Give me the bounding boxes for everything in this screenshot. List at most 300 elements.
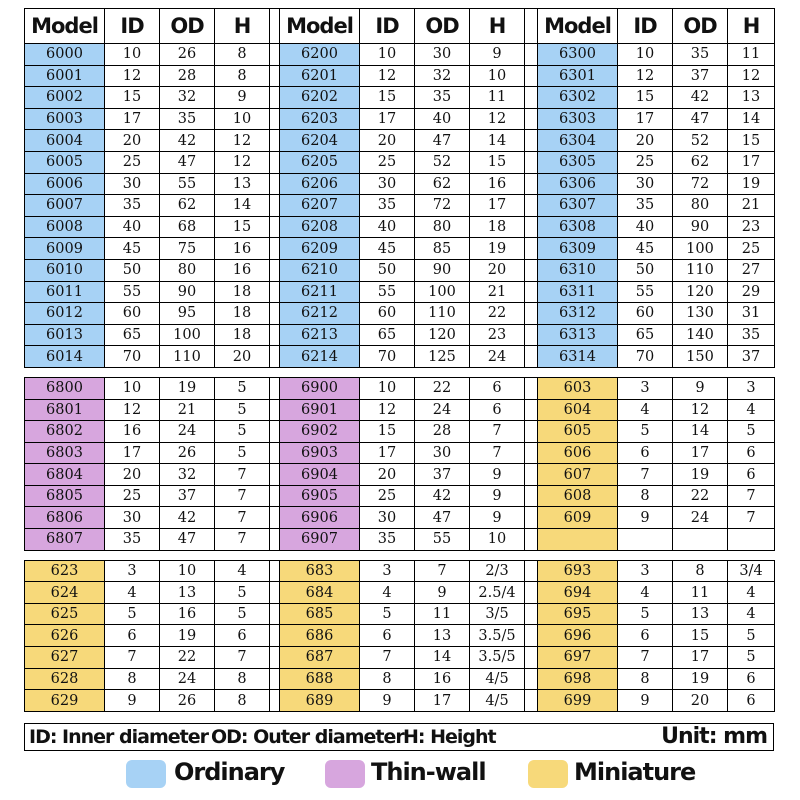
id-cell: 65 [618, 324, 673, 346]
od-cell: 14 [673, 421, 728, 443]
model-cell: 6203 [280, 108, 360, 130]
id-cell: 9 [105, 690, 160, 712]
model-cell: 6310 [538, 259, 618, 281]
od-cell: 30 [415, 442, 470, 464]
table-row [25, 582, 775, 604]
id-cell: 10 [360, 377, 415, 399]
id-cell: 4 [618, 582, 673, 604]
id-cell: 9 [618, 690, 673, 712]
od-cell: 47 [415, 507, 470, 529]
id-cell: 65 [360, 324, 415, 346]
separator-cell [25, 550, 775, 560]
od-cell: 26 [160, 690, 215, 712]
id-cell: 60 [360, 303, 415, 325]
h-cell: 20 [215, 346, 270, 368]
h-cell: 6 [470, 377, 525, 399]
id-cell: 70 [105, 346, 160, 368]
model-cell: 606 [538, 442, 618, 464]
column-gap [270, 44, 280, 66]
h-cell: 7 [215, 507, 270, 529]
h-cell: 4 [728, 399, 775, 421]
od-cell: 16 [160, 603, 215, 625]
h-cell [728, 529, 775, 551]
model-cell: 607 [538, 464, 618, 486]
od-cell: 14 [415, 647, 470, 669]
od-cell: 110 [415, 303, 470, 325]
od-cell: 100 [160, 324, 215, 346]
od-cell: 24 [673, 507, 728, 529]
model-cell: 608 [538, 485, 618, 507]
id-cell: 70 [618, 346, 673, 368]
h-cell: 23 [470, 324, 525, 346]
od-cell: 90 [415, 259, 470, 281]
id-cell: 17 [105, 108, 160, 130]
id-cell: 3 [618, 560, 673, 582]
model-cell: 6305 [538, 151, 618, 173]
model-cell: 6000 [25, 44, 105, 66]
id-cell: 5 [618, 421, 673, 443]
column-gap [525, 464, 538, 486]
model-cell: 6211 [280, 281, 360, 303]
od-cell: 9 [673, 377, 728, 399]
model-cell: 6307 [538, 195, 618, 217]
h-cell: 6 [728, 442, 775, 464]
id-cell: 35 [360, 529, 415, 551]
id-cell: 20 [360, 130, 415, 152]
column-gap [525, 377, 538, 399]
id-cell: 6 [618, 442, 673, 464]
model-cell: 6905 [280, 485, 360, 507]
header-od: OD [160, 9, 215, 44]
column-gap [525, 421, 538, 443]
model-cell: 683 [280, 560, 360, 582]
id-cell: 12 [105, 65, 160, 87]
column-gap [270, 65, 280, 87]
column-gap [525, 346, 538, 368]
table-row [25, 464, 775, 486]
model-cell: 6306 [538, 173, 618, 195]
model-cell: 6214 [280, 346, 360, 368]
column-gap [270, 399, 280, 421]
column-gap [525, 668, 538, 690]
model-cell: 686 [280, 625, 360, 647]
h-cell: 14 [728, 108, 775, 130]
id-cell: 10 [360, 44, 415, 66]
column-gap [270, 529, 280, 551]
h-cell: 16 [215, 259, 270, 281]
h-cell: 10 [215, 108, 270, 130]
id-cell: 7 [618, 464, 673, 486]
od-cell: 17 [415, 690, 470, 712]
id-cell: 20 [105, 464, 160, 486]
h-cell: 7 [215, 529, 270, 551]
od-cell: 9 [415, 582, 470, 604]
model-cell: 6302 [538, 87, 618, 109]
od-cell: 72 [673, 173, 728, 195]
id-cell: 7 [618, 647, 673, 669]
id-cell: 40 [105, 216, 160, 238]
model-cell: 6308 [538, 216, 618, 238]
model-cell: 609 [538, 507, 618, 529]
column-gap [525, 151, 538, 173]
column-gap [525, 216, 538, 238]
ordinary-swatch [126, 760, 166, 788]
model-cell: 6901 [280, 399, 360, 421]
id-cell: 45 [360, 238, 415, 260]
h-cell: 21 [728, 195, 775, 217]
model-cell: 6900 [280, 377, 360, 399]
od-cell: 55 [415, 529, 470, 551]
model-cell: 6202 [280, 87, 360, 109]
footer-definitions [24, 723, 774, 751]
column-gap [525, 108, 538, 130]
od-cell: 13 [160, 582, 215, 604]
bearing-size-chart [24, 8, 774, 712]
header-od: OD [673, 9, 728, 44]
h-cell: 4 [728, 582, 775, 604]
table-row [25, 668, 775, 690]
table-row [25, 151, 775, 173]
id-cell: 35 [105, 529, 160, 551]
od-cell: 120 [673, 281, 728, 303]
model-cell: 685 [280, 603, 360, 625]
model-cell: 6207 [280, 195, 360, 217]
od-cell: 32 [415, 65, 470, 87]
h-cell: 18 [215, 303, 270, 325]
od-cell: 32 [160, 87, 215, 109]
h-cell: 15 [470, 151, 525, 173]
column-gap [525, 399, 538, 421]
model-cell: 6904 [280, 464, 360, 486]
column-gap [270, 647, 280, 669]
model-cell: 6210 [280, 259, 360, 281]
id-cell: 17 [618, 108, 673, 130]
od-cell: 42 [160, 130, 215, 152]
id-cell: 25 [360, 485, 415, 507]
od-cell: 28 [160, 65, 215, 87]
h-cell: 7 [215, 647, 270, 669]
id-cell: 55 [105, 281, 160, 303]
model-cell: 698 [538, 668, 618, 690]
h-cell: 5 [728, 421, 775, 443]
id-cell: 50 [360, 259, 415, 281]
column-gap [525, 281, 538, 303]
h-cell: 5 [215, 399, 270, 421]
model-cell: 6003 [25, 108, 105, 130]
model-cell: 624 [25, 582, 105, 604]
od-cell: 130 [673, 303, 728, 325]
h-cell: 4 [215, 560, 270, 582]
column-gap [525, 259, 538, 281]
column-gap [270, 108, 280, 130]
model-cell: 627 [25, 647, 105, 669]
od-cell: 22 [415, 377, 470, 399]
model-cell: 689 [280, 690, 360, 712]
od-cell: 37 [673, 65, 728, 87]
h-cell: 7 [470, 421, 525, 443]
column-gap [270, 346, 280, 368]
od-cell: 52 [673, 130, 728, 152]
id-cell: 25 [618, 151, 673, 173]
id-cell: 3 [618, 377, 673, 399]
model-cell: 6804 [25, 464, 105, 486]
h-cell: 35 [728, 324, 775, 346]
column-gap [270, 9, 280, 44]
id-cell: 45 [618, 238, 673, 260]
column-gap [270, 87, 280, 109]
od-cell: 125 [415, 346, 470, 368]
od-cell: 120 [415, 324, 470, 346]
table-row [25, 377, 775, 399]
h-cell: 18 [470, 216, 525, 238]
header-h: H [728, 9, 775, 44]
od-cell: 35 [415, 87, 470, 109]
table-row [25, 303, 775, 325]
od-cell: 22 [160, 647, 215, 669]
h-cell: 13 [728, 87, 775, 109]
id-cell: 55 [618, 281, 673, 303]
od-cell: 24 [160, 668, 215, 690]
od-cell: 150 [673, 346, 728, 368]
model-cell: 695 [538, 603, 618, 625]
od-cell: 80 [415, 216, 470, 238]
table-row [25, 108, 775, 130]
h-cell: 7 [215, 464, 270, 486]
id-cell: 20 [618, 130, 673, 152]
column-gap [270, 173, 280, 195]
model-cell: 6313 [538, 324, 618, 346]
od-cell: 47 [415, 130, 470, 152]
id-cell: 35 [618, 195, 673, 217]
od-cell: 68 [160, 216, 215, 238]
od-cell: 75 [160, 238, 215, 260]
h-cell: 3.5/5 [470, 625, 525, 647]
od-cell: 90 [673, 216, 728, 238]
h-cell: 23 [728, 216, 775, 238]
model-cell: 6805 [25, 485, 105, 507]
h-cell: 20 [470, 259, 525, 281]
model-cell: 625 [25, 603, 105, 625]
model-cell: 6304 [538, 130, 618, 152]
od-cell: 80 [160, 259, 215, 281]
h-cell: 12 [215, 130, 270, 152]
model-cell: 6004 [25, 130, 105, 152]
h-cell: 25 [728, 238, 775, 260]
h-cell: 8 [215, 65, 270, 87]
od-cell: 35 [160, 108, 215, 130]
model-cell: 6014 [25, 346, 105, 368]
column-gap [270, 464, 280, 486]
h-cell: 7 [728, 507, 775, 529]
model-cell: 6806 [25, 507, 105, 529]
column-gap [270, 151, 280, 173]
id-cell: 30 [105, 173, 160, 195]
h-cell: 3 [728, 377, 775, 399]
od-cell: 13 [415, 625, 470, 647]
header-id: ID [618, 9, 673, 44]
h-cell: 4/5 [470, 690, 525, 712]
model-cell: 6005 [25, 151, 105, 173]
model-cell: 694 [538, 582, 618, 604]
header-model: Model [280, 9, 360, 44]
id-cell: 12 [360, 65, 415, 87]
od-cell: 13 [673, 603, 728, 625]
model-cell: 6300 [538, 44, 618, 66]
table-row [25, 647, 775, 669]
h-cell: 22 [470, 303, 525, 325]
id-cell: 15 [360, 421, 415, 443]
h-cell: 16 [470, 173, 525, 195]
od-cell: 80 [673, 195, 728, 217]
h-cell: 18 [215, 281, 270, 303]
h-definition: H: Height [403, 726, 496, 748]
id-cell: 7 [360, 647, 415, 669]
id-cell: 7 [105, 647, 160, 669]
header-h: H [215, 9, 270, 44]
od-cell: 7 [415, 560, 470, 582]
od-cell: 95 [160, 303, 215, 325]
od-cell: 19 [673, 668, 728, 690]
od-definition: OD: Outer diameter [211, 726, 404, 748]
od-cell: 47 [673, 108, 728, 130]
h-cell: 17 [728, 151, 775, 173]
od-cell: 72 [415, 195, 470, 217]
od-cell: 11 [673, 582, 728, 604]
h-cell: 37 [728, 346, 775, 368]
od-cell: 8 [673, 560, 728, 582]
h-cell: 9 [470, 464, 525, 486]
h-cell: 19 [470, 238, 525, 260]
id-cell: 40 [618, 216, 673, 238]
model-cell: 693 [538, 560, 618, 582]
column-gap [270, 668, 280, 690]
model-cell: 6314 [538, 346, 618, 368]
model-cell: 6011 [25, 281, 105, 303]
id-cell: 15 [618, 87, 673, 109]
model-cell: 684 [280, 582, 360, 604]
model-cell: 629 [25, 690, 105, 712]
h-cell: 10 [470, 529, 525, 551]
od-cell: 19 [160, 377, 215, 399]
header-od: OD [415, 9, 470, 44]
id-cell: 70 [360, 346, 415, 368]
model-cell: 6212 [280, 303, 360, 325]
h-cell: 13 [215, 173, 270, 195]
h-cell: 8 [215, 44, 270, 66]
model-cell: 6807 [25, 529, 105, 551]
unit-label: Unit: mm [661, 724, 767, 749]
column-gap [525, 690, 538, 712]
od-cell: 15 [673, 625, 728, 647]
id-cell: 8 [618, 485, 673, 507]
h-cell: 5 [215, 377, 270, 399]
od-cell: 62 [673, 151, 728, 173]
od-cell: 22 [673, 485, 728, 507]
table-row [25, 259, 775, 281]
column-gap [525, 130, 538, 152]
model-cell: 6213 [280, 324, 360, 346]
model-cell: 6303 [538, 108, 618, 130]
h-cell: 27 [728, 259, 775, 281]
h-cell: 11 [470, 87, 525, 109]
table-row [25, 65, 775, 87]
column-gap [525, 65, 538, 87]
table-row [25, 87, 775, 109]
column-gap [270, 582, 280, 604]
h-cell: 7 [728, 485, 775, 507]
table-body [25, 44, 775, 712]
od-cell: 47 [160, 529, 215, 551]
h-cell: 8 [215, 690, 270, 712]
column-gap [525, 560, 538, 582]
model-cell: 6311 [538, 281, 618, 303]
id-cell: 17 [360, 108, 415, 130]
h-cell: 11 [728, 44, 775, 66]
id-cell: 10 [105, 44, 160, 66]
id-cell: 15 [105, 87, 160, 109]
model-cell: 697 [538, 647, 618, 669]
h-cell: 6 [470, 399, 525, 421]
id-cell: 8 [360, 668, 415, 690]
model-cell: 696 [538, 625, 618, 647]
h-cell: 5 [728, 625, 775, 647]
id-cell: 3 [105, 560, 160, 582]
model-cell: 6001 [25, 65, 105, 87]
id-cell: 60 [618, 303, 673, 325]
model-cell: 6902 [280, 421, 360, 443]
h-cell: 3/5 [470, 603, 525, 625]
h-cell: 7 [470, 442, 525, 464]
column-gap [525, 238, 538, 260]
id-cell [618, 529, 673, 551]
h-cell: 2/3 [470, 560, 525, 582]
od-cell: 35 [673, 44, 728, 66]
table-row [25, 529, 775, 551]
od-cell: 26 [160, 44, 215, 66]
od-cell: 55 [160, 173, 215, 195]
model-cell: 687 [280, 647, 360, 669]
column-gap [270, 216, 280, 238]
column-gap [525, 625, 538, 647]
model-cell: 6209 [280, 238, 360, 260]
table-row [25, 238, 775, 260]
id-cell: 5 [360, 603, 415, 625]
model-cell: 6802 [25, 421, 105, 443]
id-cell: 25 [105, 485, 160, 507]
id-cell: 16 [105, 421, 160, 443]
model-cell: 6205 [280, 151, 360, 173]
id-cell: 20 [360, 464, 415, 486]
header-id: ID [360, 9, 415, 44]
h-cell: 8 [215, 668, 270, 690]
h-cell: 3.5/5 [470, 647, 525, 669]
thin-wall-label: Thin-wall [371, 758, 486, 786]
model-cell: 6204 [280, 130, 360, 152]
table-row [25, 173, 775, 195]
od-cell: 90 [160, 281, 215, 303]
column-gap [270, 303, 280, 325]
id-cell: 30 [360, 507, 415, 529]
model-cell: 6010 [25, 259, 105, 281]
od-cell: 17 [673, 442, 728, 464]
id-cell: 12 [618, 65, 673, 87]
column-gap [270, 238, 280, 260]
table-row [25, 346, 775, 368]
od-cell: 47 [160, 151, 215, 173]
ordinary-label: Ordinary [174, 758, 285, 786]
od-cell: 12 [673, 399, 728, 421]
id-cell: 30 [105, 507, 160, 529]
